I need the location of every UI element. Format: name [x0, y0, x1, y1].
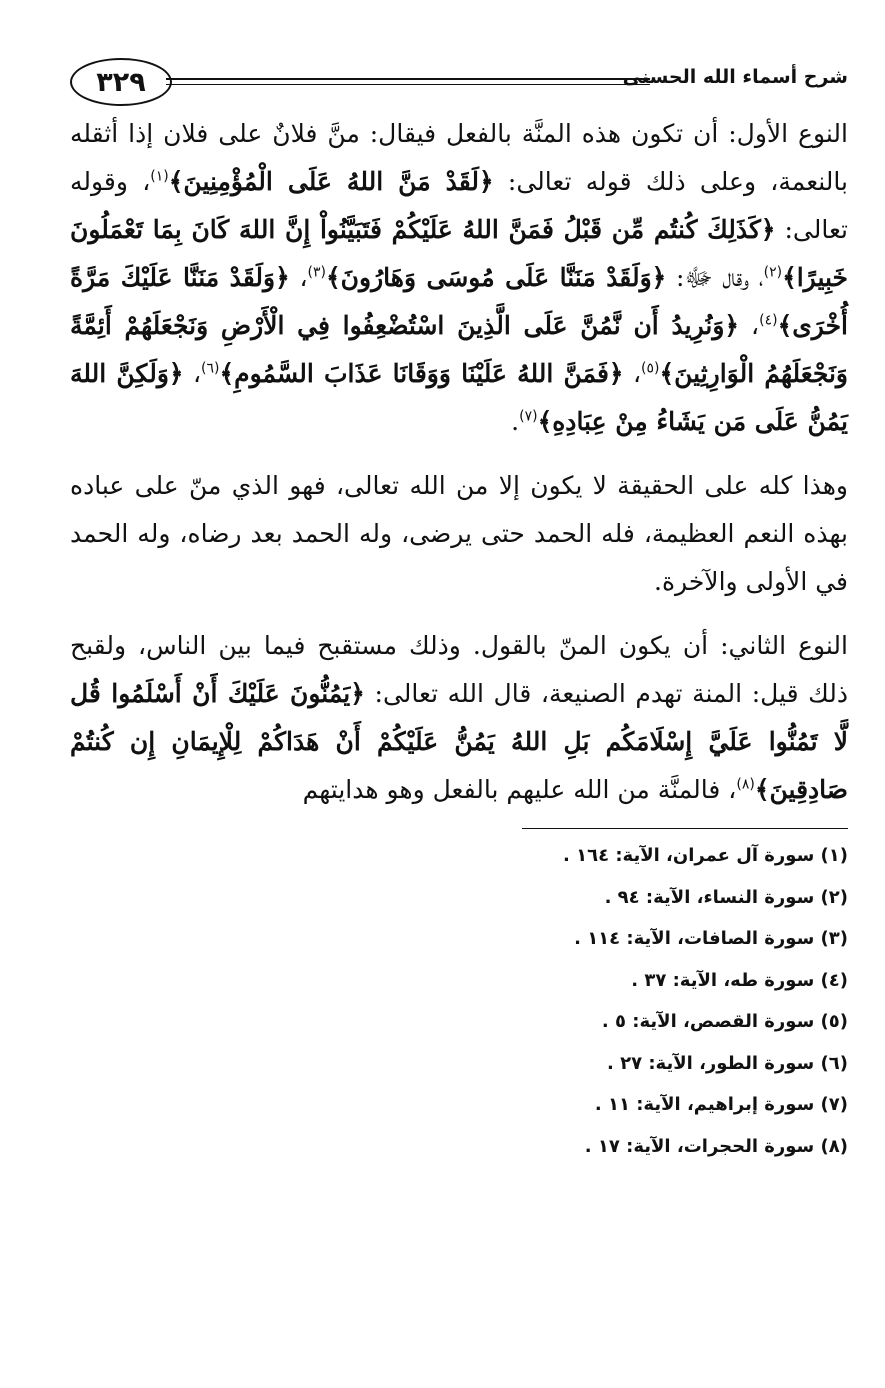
quran-verse: ﴿لَقَدْ مَنَّ اللهُ عَلَى الْمُؤْمِنِينَ﴾	[168, 167, 494, 196]
paragraph-text: النوع الثاني: أن يكون المنّ بالقول. وذلك مستقبح فيما بين الناس، ولقبح ذلك قيل: المنة تهدم الصنيعة، قال الله تعالى:	[70, 631, 848, 708]
footnote-ref: (١)	[150, 168, 169, 185]
footnote-item: (٧) سورة إبراهيم، الآية: ١١ .	[594, 1094, 848, 1115]
footnote-item: (٥) سورة القصص، الآية: ٥ .	[601, 1011, 848, 1032]
footnote-item: (٤) سورة طه، الآية: ٣٧ .	[631, 969, 848, 991]
footnote-item: (٦) سورة الطور، الآية: ٢٧ .	[607, 1052, 848, 1074]
footnote-ref: (٣)	[307, 264, 327, 281]
paragraph-text: ،	[289, 263, 308, 292]
footnote-ref: (٧)	[519, 408, 538, 425]
quran-verse: ﴿يَمُنُّونَ عَلَيْكَ أَنْ أَسْلَمُوا قُل لَّا تَمُنُّوا عَلَيَّ إِسْلَامَكُم بَلِ اللهُ يَمُنُّ عَلَيْكُمْ أَنْ هَدَاكُمْ لِلْإِيمَانِ إِن كُنتُمْ صَادِقِينَ﴾	[70, 679, 848, 804]
footnote-ref: (٥)	[641, 360, 660, 377]
footnote-item: (٣) سورة الصافات، الآية: ١١٤ .	[574, 928, 848, 949]
paragraph-text: .	[511, 407, 520, 436]
paragraph-text: ،	[183, 359, 202, 388]
footnote-item: (١) سورة آل عمران، الآية: ١٦٤ .	[562, 845, 848, 866]
paragraph-text: ، فالمنَّة من الله عليهم بالفعل وهو هدايتهم	[302, 775, 737, 804]
header-rule	[166, 78, 650, 80]
paragraph-text: ، وقال ﷻ:	[666, 263, 764, 292]
quran-verse: ﴿وَلَقَدْ مَنَنَّا عَلَيْكَ مَرَّةً أُخْرَى﴾	[70, 263, 849, 340]
quran-verse: ﴿فَمَنَّ اللهُ عَلَيْنَا وَوَقَانَا عَذَابَ السَّمُومِ﴾	[219, 359, 624, 388]
quran-verse: ﴿وَلَقَدْ مَنَنَّا عَلَى مُوسَى وَهَارُونَ﴾	[326, 263, 667, 292]
footnote-separator	[522, 828, 848, 829]
book-page	[70, 58, 848, 1167]
footnotes-list	[70, 835, 848, 1167]
paragraph-text: النوع الأول: أن تكون هذه المنَّة بالفعل فيقال: منَّ فلانٌ على فلان إذا أثقله بالنعمة، وعلى ذلك قوله تعالى:	[70, 119, 848, 196]
footnote-ref: (٨)	[736, 776, 755, 793]
quran-verse: ﴿وَنُرِيدُ أَن نَّمُنَّ عَلَى الَّذِينَ اسْتُضْعِفُوا فِي الْأَرْضِ وَنَجْعَلَهُمْ أَئِمَّةً وَنَجْعَلَهُمُ الْوَارِثِينَ﴾	[70, 311, 848, 388]
paragraph-summary: وهذا كله على الحقيقة لا يكون إلا من الله تعالى، فهو الذي منّ على عباده بهذه النعم العظيمة، فله الحمد حتى يرضى، وله الحمد بعد رضاه، وله الحمد في الأولى والآخرة.	[70, 471, 848, 596]
paragraph-type-one	[70, 110, 848, 446]
page-number: ٣٢٩	[70, 58, 172, 106]
footnote-item: (٨) سورة الحجرات، الآية: ١٧ .	[584, 1135, 848, 1157]
book-title: شرح أسماء الله الحسنى	[622, 66, 848, 88]
paragraph-type-two	[70, 622, 848, 814]
footnote-ref: (٦)	[201, 360, 220, 377]
paragraph-text: ،	[739, 311, 760, 340]
quran-verse: ﴿كَذَلِكَ كُنتُم مِّن قَبْلُ فَمَنَّ اللهُ عَلَيْكُمْ فَتَبَيَّنُواْ إِنَّ اللهَ كَانَ بِمَا تَعْمَلُونَ خَبِيرًا﴾	[70, 215, 848, 292]
page-header	[70, 58, 848, 108]
paragraph-text: ،	[623, 359, 642, 388]
footnote-ref: (٤)	[759, 312, 778, 329]
footnote-ref: (٢)	[763, 264, 783, 281]
quran-verse: ﴿وَلَكِنَّ اللهَ يَمُنُّ عَلَى مَن يَشَاءُ مِنْ عِبَادِهِ﴾	[70, 359, 848, 436]
header-rule-thin	[166, 84, 650, 85]
footnote-item: (٢) سورة النساء، الآية: ٩٤ .	[604, 886, 848, 908]
paragraph-text: ، وقوله تعالى:	[70, 167, 849, 244]
